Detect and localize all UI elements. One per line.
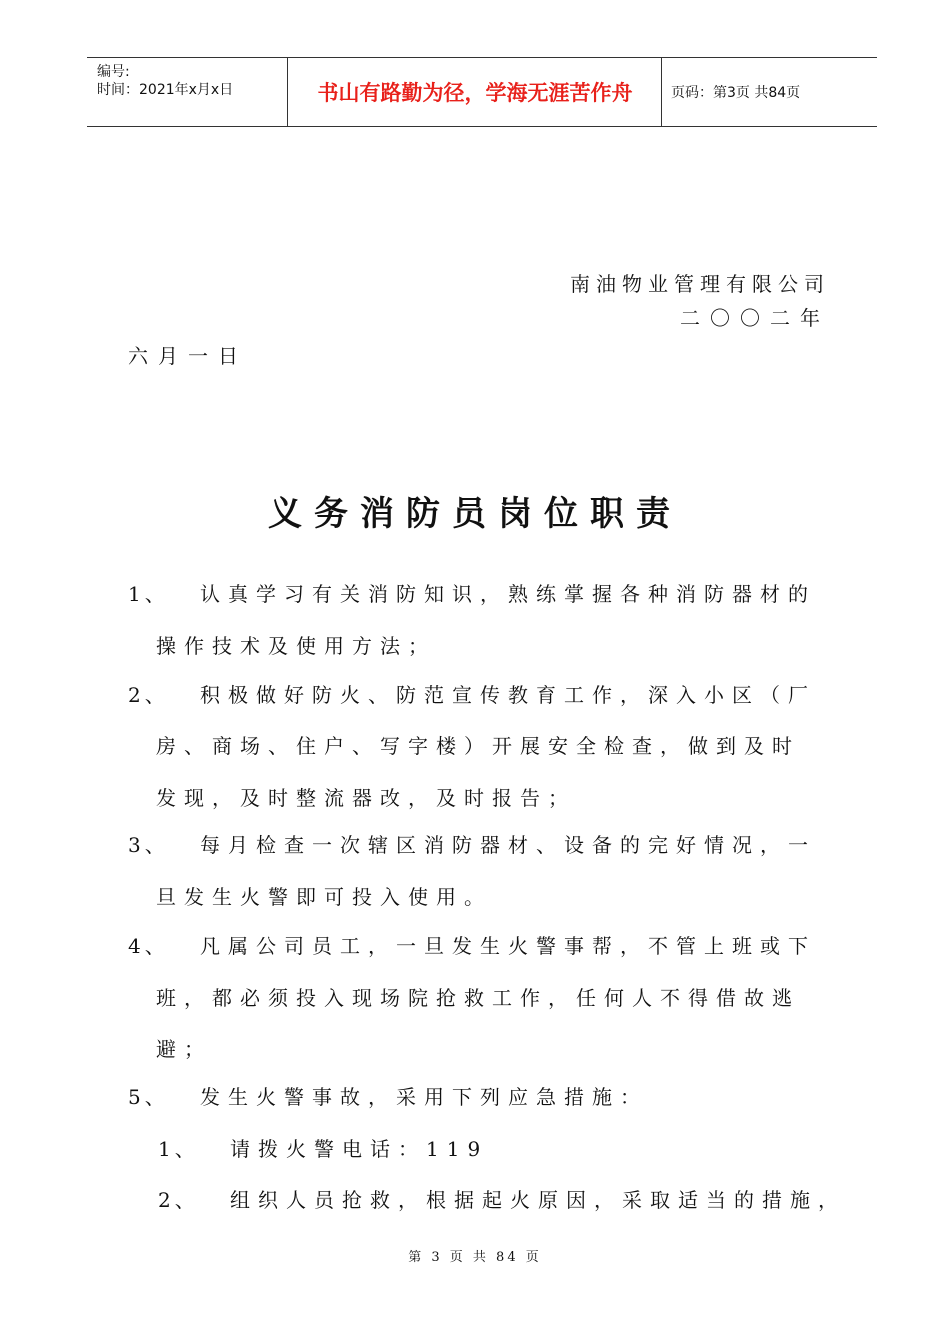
item-text: 每月检查一次辖区消防器材、设备的完好情况，一 [200, 833, 816, 857]
subitem-text: 组织人员抢救，根据起火原因，采取适当的措施， [230, 1188, 846, 1212]
list-item [128, 1083, 648, 1111]
header-meta [97, 63, 233, 99]
item-text: 发现，及时整流器改，及时报告； [156, 786, 576, 810]
item-number: 2、 [128, 683, 169, 707]
time-label: 时间：2021年x月x日 [97, 82, 234, 98]
header-divider [661, 58, 662, 126]
subitem-number: 1、 [158, 1137, 199, 1161]
signature-company: 南油物业管理有限公司 [570, 272, 830, 296]
item-text: 凡属公司员工，一旦发生火警事帮，不管上班或下 [200, 934, 816, 958]
item-number: 4、 [128, 934, 169, 958]
sub-list-item [158, 1186, 846, 1214]
header-page-info: 页码：第3页 共84页 [671, 85, 801, 101]
page-header [87, 57, 877, 127]
list-item [128, 831, 816, 859]
item-text: 操作技术及使用方法； [156, 634, 436, 658]
number-label: 编号: [97, 64, 130, 80]
signature-day: 六月一日 [128, 344, 248, 368]
item-text: 房、商场、住户、写字楼）开展安全检查，做到及时 [156, 734, 800, 758]
list-item [128, 932, 816, 960]
item-text: 班，都必须投入现场院抢救工作，任何人不得借故逃 [156, 986, 800, 1010]
signature-year: 二〇〇二年 [680, 306, 830, 330]
list-item [128, 681, 816, 709]
item-text: 旦发生火警即可投入使用。 [156, 885, 492, 909]
list-item [128, 580, 816, 608]
header-motto: 书山有路勤为径，学海无涯苦作舟 [317, 81, 633, 105]
item-text: 认真学习有关消防知识，熟练掌握各种消防器材的 [200, 582, 816, 606]
item-text: 发生火警事故，采用下列应急措施： [200, 1085, 648, 1109]
item-text: 积极做好防火、防范宣传教育工作，深入小区（厂 [200, 683, 816, 707]
subitem-text: 请拨火警电话：119 [230, 1137, 489, 1161]
sub-list-item [158, 1135, 488, 1163]
page-footer: 第 3 页 共 84 页 [408, 1250, 542, 1265]
document-title: 义务消防员岗位职责 [268, 494, 682, 534]
item-text: 避； [156, 1037, 212, 1061]
item-number: 3、 [128, 833, 169, 857]
item-number: 5、 [128, 1085, 169, 1109]
subitem-number: 2、 [158, 1188, 199, 1212]
header-divider [287, 58, 288, 126]
item-number: 1、 [128, 582, 169, 606]
